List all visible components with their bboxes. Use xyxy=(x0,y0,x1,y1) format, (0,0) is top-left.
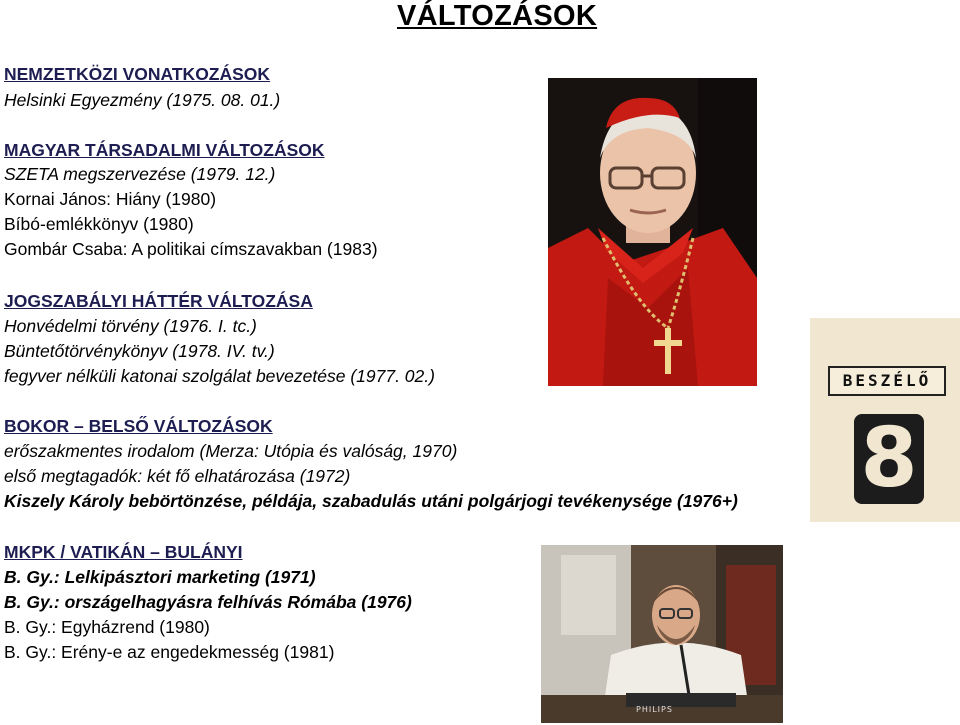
page-title: VÁLTOZÁSOK xyxy=(397,0,598,32)
list-item: Gombár Csaba: A politikai címszavakban (1983) xyxy=(4,239,378,259)
list-item: SZETA megszervezése (1979. 12.) xyxy=(4,164,276,184)
list-item: B. Gy.: Erény-e az engedekmesség (1981) xyxy=(4,642,335,662)
list-item: B. Gy.: Egyházrend (1980) xyxy=(4,617,210,637)
heading-international: NEMZETKÖZI VONATKOZÁSOK xyxy=(4,64,271,84)
list-item: Büntetőtörvénykönyv (1978. IV. tv.) xyxy=(4,341,275,361)
list-item: Kiszely Károly bebörtönzése, példája, szabadulás utáni polgárjogi tevékenysége (1976+) xyxy=(4,491,738,511)
list-item: első megtagadók: két fő elhatározása (1972) xyxy=(4,466,351,486)
beszelo-book-cover-image xyxy=(810,318,960,522)
cardinal-portrait-image xyxy=(548,78,757,386)
heading-social: MAGYAR TÁRSADALMI VÁLTOZÁSOK xyxy=(4,140,325,160)
list-item: B. Gy.: országelhagyásra felhívás Rómába (1976) xyxy=(4,592,412,612)
list-item: fegyver nélküli katonai szolgálat bevezetése (1977. 02.) xyxy=(4,366,435,386)
microphone-brand-label: PHILIPS xyxy=(636,705,673,714)
list-item: Bíbó-emlékkönyv (1980) xyxy=(4,214,194,234)
list-item: Honvédelmi törvény (1976. I. tc.) xyxy=(4,316,257,336)
speaker-photo-image xyxy=(541,545,783,723)
heading-bokor: BOKOR – BELSŐ VÁLTOZÁSOK xyxy=(4,416,273,436)
book-cover-title: BESZÉLŐ xyxy=(828,366,946,396)
heading-legal: JOGSZABÁLYI HÁTTÉR VÁLTOZÁSA xyxy=(4,291,313,311)
list-item: B. Gy.: Lelkipásztori marketing (1971) xyxy=(4,567,316,587)
heading-mkpk: MKPK / VATIKÁN – BULÁNYI xyxy=(4,542,243,562)
list-item: Helsinki Egyezmény (1975. 08. 01.) xyxy=(4,90,281,110)
list-item: Kornai János: Hiány (1980) xyxy=(4,189,217,209)
book-cover-number: 8 xyxy=(854,414,924,504)
list-item: erőszakmentes irodalom (Merza: Utópia és valóság, 1970) xyxy=(4,441,458,461)
